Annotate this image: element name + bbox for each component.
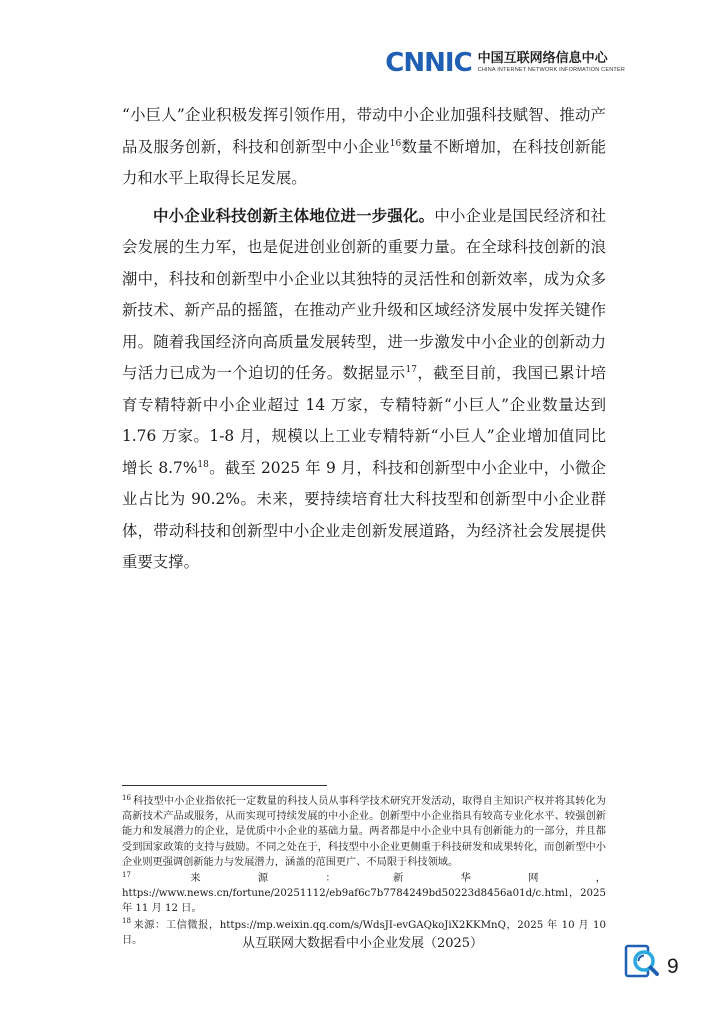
footnote-ref-16[interactable]: 16: [389, 138, 402, 149]
footnote-18: $^{18}$ 来源：工信微报，https://mp.weixin.qq.com/s/WdsJI-evGAQkoJiX2KKMnQ，2025 年 10 月 10 日。: [122, 917, 606, 946]
footnote-17: $^{17}$ 来源：新华网，https://www.news.cn/fortune/20251112/eb9af6c7b7784249bd50223d8456a01d/c.html，2025 年 11 月 12 日。: [122, 870, 606, 915]
footer-title: 从互联网大数据看中小企业发展（2025）: [241, 936, 484, 951]
logo-chinese-name: 中国互联网络信息中心: [477, 51, 608, 67]
page-header: [385, 50, 625, 76]
footnotes: [122, 794, 606, 949]
cnnic-logo: CNNIC: [385, 48, 472, 78]
footnote-ref-18[interactable]: 18: [197, 459, 209, 470]
logo-text: [478, 52, 625, 74]
footnote-16: $^{16}$ 科技型中小企业指依托一定数量的科技人员从事科学技术研究开发活动，取得自主知识产权并将其转化为高新技术产品或服务，从而实现可持续发展的中小企业。创新型中小企业指具有较高专业化水平、较强创新能力和发展潜力的企业，是优质中小企业的基础力量。两者都是中小企业中具有创新能力的一部分，并且都受到国家政策的支持与鼓励。不同之处在于，科技型中小企业更侧重于科技研发和成果转化，而创新型中小企业则更强调创新能力与发展潜力，涵盖的范围更广、不局限于科技领域。: [122, 793, 606, 868]
magnifier-icon: [624, 944, 664, 978]
footnote-ref-17[interactable]: 17: [405, 364, 417, 375]
paragraph-1: “小巨人”企业积极发挥引领作用，带动中小企业加强科技赋智、推动产品及服务创新，科技和创新型中小企业$^{16}$数量不断增加，在科技创新能力和水平上取得长足发展。: [122, 106, 606, 187]
paragraph-2: 中小企业科技创新主体地位进一步强化。中小企业是国民经济和社会发展的生力军，也是促进创业创新的重要力量。在全球科技创新的浪潮中，科技和创新型中小企业以其独特的灵活性和创新效率，成为众多新技术、新产品的摇篮，在推动产业升级和区域经济发展中发挥关键作用。随着我国经济向高质量发展转型，进一步激发中小企业的创新动力与活力已成为一个迫切的任务。数据显示$^{17}$，截至目前，我国已累计培育专精特新中小企业超过 14 万家，专精特新“小巨人”企业数量达到 1.76 万家。1-8 月，规模以上工业专精特新“小巨人”企业增加值同比增长 8.7%$^{18}$。截至 2025 年 9 月，科技和创新型中小企业中，小微企业占比为 90.2%。未来，要持续培育壮大科技型和创新型中小企业群体，带动科技和创新型中小企业走创新发展道路，为经济社会发展提供重要支撑。: [122, 206, 606, 571]
main-body: [122, 100, 606, 585]
paragraph-heading: 中小企业科技创新主体地位进一步强化。: [153, 206, 435, 225]
footnote-divider: [122, 785, 327, 786]
page-number: 9: [667, 955, 679, 978]
logo-english-name: CHINA INTERNET NETWORK INFORMATION CENTER: [477, 67, 625, 74]
